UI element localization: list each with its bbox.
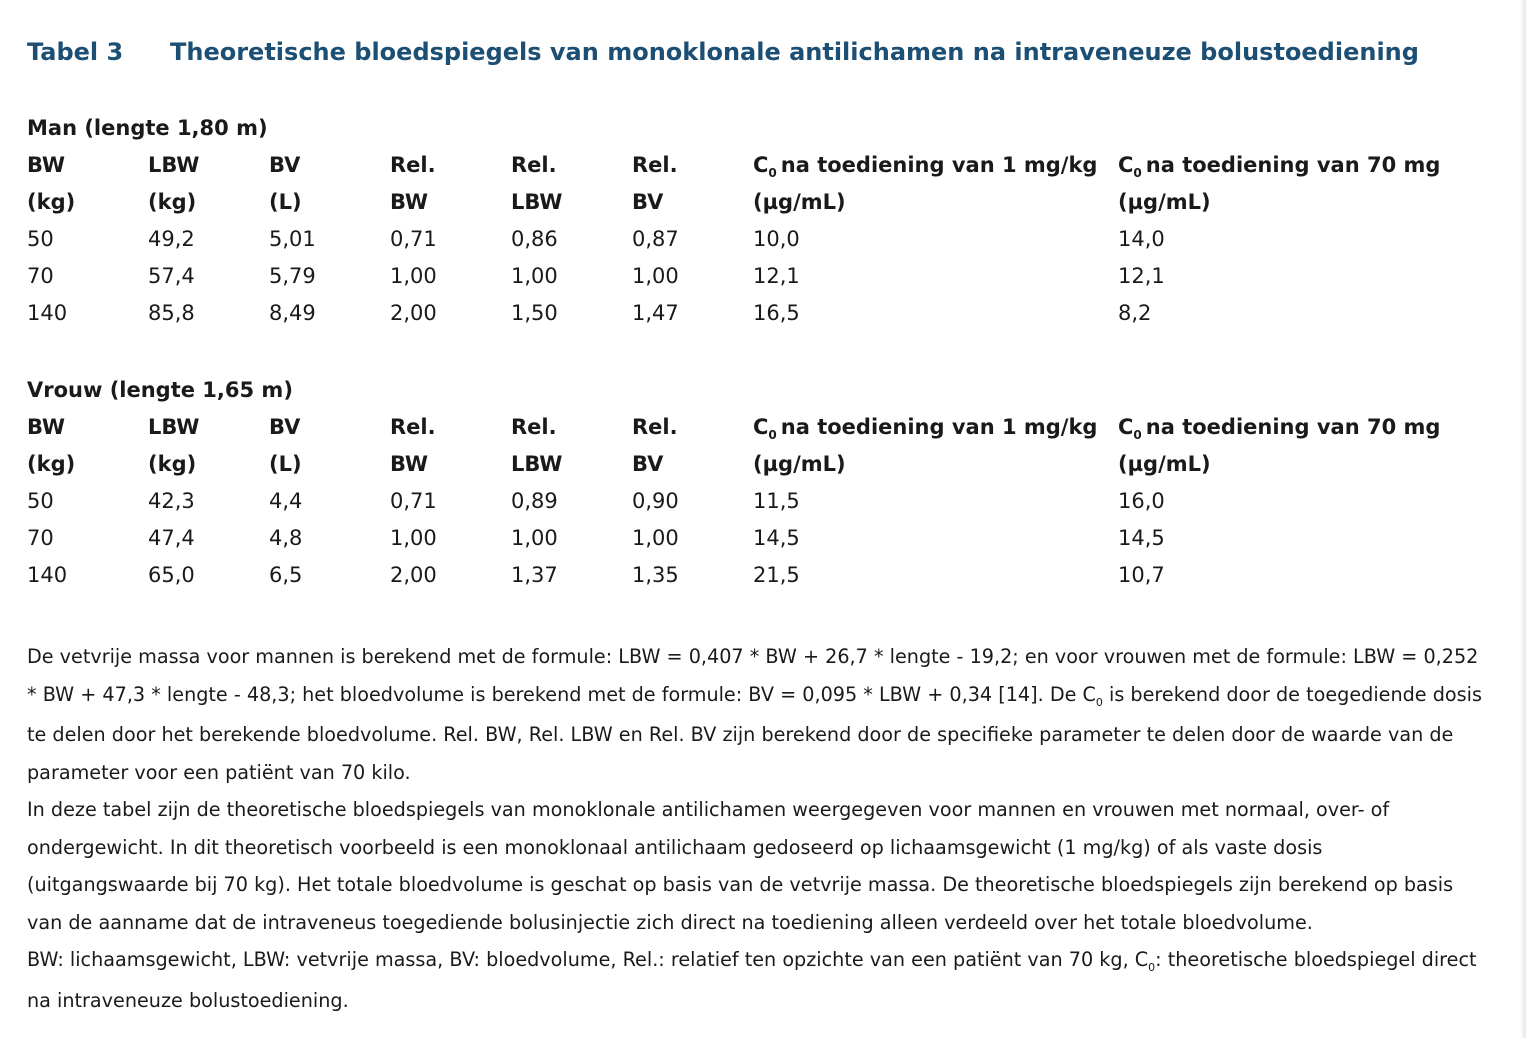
table-cell: 2,00	[390, 563, 437, 587]
table-caption	[27, 38, 1419, 66]
c0-symbol: C	[1118, 415, 1134, 439]
header-unit: BW	[390, 452, 429, 476]
c0-label: na toediening van 70 mg	[1145, 415, 1441, 439]
table-cell: 2,00	[390, 301, 437, 325]
c0-label: na toediening van 1 mg/kg	[780, 153, 1098, 177]
header-unit: (L)	[269, 452, 302, 476]
table-cell: 10,0	[753, 227, 800, 251]
table-cell: 0,86	[511, 227, 558, 251]
section-vrouw	[27, 376, 1498, 598]
table-cell: 8,49	[269, 301, 316, 325]
table-cell: 140	[27, 301, 68, 325]
c0-label: na toediening van 70 mg	[1145, 153, 1441, 177]
table-row	[27, 561, 1498, 598]
table-cell: 14,5	[753, 526, 800, 550]
table-cell: 0,71	[390, 227, 437, 251]
header-unit: BV	[632, 452, 664, 476]
table-cell: 0,90	[632, 489, 679, 513]
table-cell: 1,00	[390, 526, 437, 550]
table-cell: 70	[27, 526, 54, 550]
table-cell: 1,00	[511, 526, 558, 550]
header-unit: LBW	[511, 190, 563, 214]
table-cell: 85,8	[148, 301, 195, 325]
header-cell: BV	[269, 415, 301, 439]
header-unit: (kg)	[27, 452, 76, 476]
c0-subscript: 0	[768, 428, 777, 442]
section-man	[27, 114, 1498, 336]
header-cell: LBW	[148, 153, 200, 177]
header-unit: BW	[390, 190, 429, 214]
table-cell: 57,4	[148, 264, 195, 288]
header-unit: (µg/mL)	[1118, 190, 1211, 214]
header-cell: Rel.	[632, 415, 678, 439]
table-cell: 4,8	[269, 526, 303, 550]
footnote-explanation: In deze tabel zijn de theoretische bloedspiegels van monoklonale antilichamen weergegeven voor mannen en vrouwen met normaal, over- of ondergewicht. In dit theoretisch voorbeeld is een monoklonaal antilichaam gedoseerd op lichaamsgewicht (1 mg/kg) of als vaste dosis (uitgangswaarde bij 70 kg). Het totale bloedvolume is geschat op basis van de vetvrije massa. De theoretische bloedspiegels zijn berekend op basis van de aanname dat de intraveneus toegediende bolusinjectie zich direct na toediening alleen verdeeld over het totale bloedvolume.	[27, 798, 1454, 934]
page-edge-shadow	[1520, 0, 1526, 1038]
table-cell: 140	[27, 563, 68, 587]
table-cell: 1,00	[632, 264, 679, 288]
header-row	[27, 151, 1498, 188]
header-unit: (kg)	[148, 452, 197, 476]
header-cell: BW	[27, 415, 66, 439]
header-cell: Rel.	[511, 415, 557, 439]
table-row	[27, 487, 1498, 524]
table-cell: 0,71	[390, 489, 437, 513]
table-cell: 42,3	[148, 489, 195, 513]
table-row	[27, 225, 1498, 262]
table-cell: 0,87	[632, 227, 679, 251]
section-heading: Vrouw (lengte 1,65 m)	[27, 378, 293, 402]
footnote-formulas	[27, 638, 1487, 791]
table-cell: 1,50	[511, 301, 558, 325]
header-unit: LBW	[511, 452, 563, 476]
table-cell: 50	[27, 489, 54, 513]
table-row	[27, 299, 1498, 336]
footnote-text: De vetvrije massa voor mannen is berekend met de formule: LBW = 0,407 * BW + 26,7 * lengte - 19,2; en voor vrouwen met de formule: LBW = 0,252 * BW + 47,3 * lengte - 48,3; het bloedvolume is berekend met de formule: BV = 0,095 * LBW + 0,34 [14]. De C	[27, 645, 1479, 706]
table-cell: 1,37	[511, 563, 558, 587]
table-cell: 1,47	[632, 301, 679, 325]
table-footnotes	[27, 638, 1487, 1019]
table-cell: 5,01	[269, 227, 316, 251]
header-cell: Rel.	[632, 153, 678, 177]
header-cell: Rel.	[390, 415, 436, 439]
c0-subscript: 0	[1133, 428, 1142, 442]
table-cell: 21,5	[753, 563, 800, 587]
table-number: Tabel 3	[27, 38, 124, 66]
table-cell: 1,00	[511, 264, 558, 288]
header-cell-c0-fixed	[1118, 413, 1498, 450]
table-cell: 5,79	[269, 264, 316, 288]
header-unit: (L)	[269, 190, 302, 214]
header-cell: Rel.	[390, 153, 436, 177]
table-title: Theoretische bloedspiegels van monoklonale antilichamen na intraveneuze bolustoediening	[170, 38, 1419, 66]
table-cell: 16,5	[753, 301, 800, 325]
table-cell: 14,0	[1118, 227, 1165, 251]
table-cell: 10,7	[1118, 563, 1165, 587]
c0-subscript: 0	[1148, 961, 1156, 974]
table-cell: 70	[27, 264, 54, 288]
header-unit: BV	[632, 190, 664, 214]
header-unit: (kg)	[148, 190, 197, 214]
table-cell: 12,1	[753, 264, 800, 288]
header-cell: BV	[269, 153, 301, 177]
table-cell: 14,5	[1118, 526, 1165, 550]
header-row	[27, 413, 1498, 450]
c0-subscript: 0	[1133, 166, 1142, 180]
header-unit: (µg/mL)	[753, 452, 846, 476]
table-cell: 65,0	[148, 563, 195, 587]
table-cell: 11,5	[753, 489, 800, 513]
c0-subscript: 0	[1095, 695, 1103, 709]
table-cell: 47,4	[148, 526, 195, 550]
header-cell-c0-per-kg	[753, 151, 1118, 188]
table-cell: 50	[27, 227, 54, 251]
c0-symbol: C	[753, 415, 769, 439]
header-cell-c0-per-kg	[753, 413, 1118, 450]
c0-symbol: C	[753, 153, 769, 177]
table-cell: 49,2	[148, 227, 195, 251]
header-cell: Rel.	[511, 153, 557, 177]
header-unit: (µg/mL)	[753, 190, 846, 214]
c0-subscript: 0	[768, 166, 777, 180]
header-cell: LBW	[148, 415, 200, 439]
footnote-text: : theoretische bloedspiegel direct na intraveneuze bolustoediening.	[27, 948, 1477, 1012]
table-cell: 6,5	[269, 563, 303, 587]
footnote-text: BW: lichaamsgewicht, LBW: vetvrije massa, BV: bloedvolume, Rel.: relatief ten opzichte van een patiënt van 70 kg, C	[27, 948, 1149, 971]
table-cell: 0,89	[511, 489, 558, 513]
table-row	[27, 262, 1498, 299]
header-cell-c0-fixed	[1118, 151, 1498, 188]
c0-symbol: C	[1118, 153, 1134, 177]
table-cell: 1,35	[632, 563, 679, 587]
footnote-abbreviations	[27, 941, 1487, 1019]
table-cell: 16,0	[1118, 489, 1165, 513]
footnote-text: is berekend door de toegediende dosis te delen door het berekende bloedvolume. Rel. BW, Rel. LBW en Rel. BV zijn berekend door de specifieke parameter te delen door de waarde van de parameter voor een patiënt van 70 kilo.	[27, 682, 1482, 784]
table-cell: 12,1	[1118, 264, 1165, 288]
header-row-units	[27, 450, 1498, 487]
table-row	[27, 524, 1498, 561]
header-row-units	[27, 188, 1498, 225]
table-cell: 4,4	[269, 489, 303, 513]
header-unit: (µg/mL)	[1118, 452, 1211, 476]
header-cell: BW	[27, 153, 66, 177]
table-cell: 1,00	[632, 526, 679, 550]
table-cell: 8,2	[1118, 301, 1152, 325]
table-cell: 1,00	[390, 264, 437, 288]
c0-label: na toediening van 1 mg/kg	[780, 415, 1098, 439]
header-unit: (kg)	[27, 190, 76, 214]
section-heading: Man (lengte 1,80 m)	[27, 116, 268, 140]
